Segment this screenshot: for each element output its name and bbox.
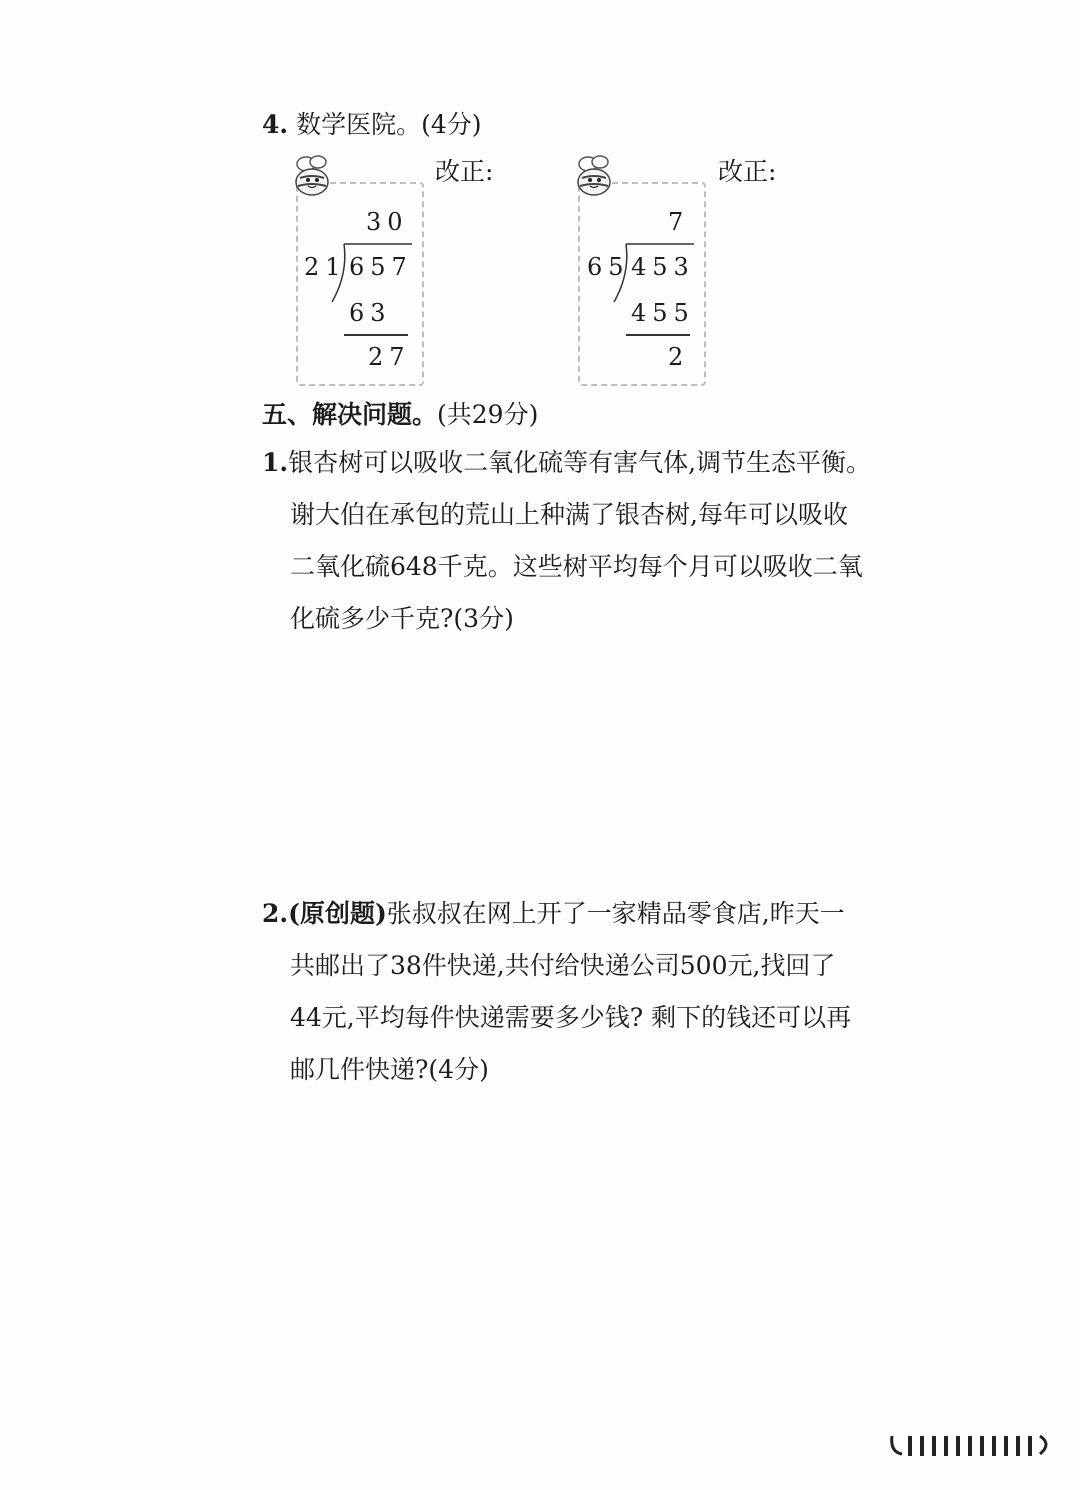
- quotient: 7: [668, 208, 690, 236]
- correction-label-1: 改正:: [435, 157, 494, 186]
- question-number: 4.: [262, 110, 289, 139]
- divisor: 65: [587, 253, 630, 281]
- problem-text: 银杏树可以吸收二氧化硫等有害气体,调节生态平衡。: [288, 448, 872, 477]
- problem-line: 谢大伯在承包的荒山上种满了银杏树,每年可以吸收: [290, 500, 848, 529]
- question-4-heading: [262, 110, 481, 140]
- problem-tag: (原创题): [288, 899, 387, 928]
- division-bracket: [326, 242, 416, 304]
- problem-line: 二氧化硫648千克。这些树平均每个月可以吸收二氧: [290, 552, 863, 581]
- problem-line: 44元,平均每件快递需要多少钱? 剩下的钱还可以再: [290, 1003, 852, 1032]
- grading-marks-icon: [888, 1430, 1058, 1460]
- remainder: 27: [368, 343, 411, 371]
- product: 63: [349, 299, 392, 327]
- bee-icon: [284, 150, 340, 200]
- question-title: 数学医院。(4分): [296, 110, 482, 139]
- problem-line: 邮几件快递?(4分): [290, 1055, 489, 1084]
- problem-1: [262, 437, 872, 657]
- dividend: 657: [349, 253, 413, 281]
- problem-line: 化硫多少千克?(3分): [290, 604, 514, 633]
- subtraction-line: [626, 334, 690, 336]
- bee-icon: [566, 150, 622, 200]
- correction-label-2: 改正:: [718, 157, 777, 186]
- problem-line: 共邮出了38件快递,共付给快递公司500元,找回了: [290, 951, 836, 980]
- remainder: 2: [668, 343, 690, 371]
- section-title: 五、解决问题。: [262, 400, 438, 429]
- dividend: 453: [631, 253, 695, 281]
- problem-line: [262, 437, 871, 489]
- problem-text: 张叔叔在网上开了一家精品零食店,昨天一: [386, 899, 845, 928]
- problem-line: [262, 888, 845, 940]
- subtraction-line: [344, 334, 408, 336]
- division-bracket: [608, 242, 698, 304]
- problem-2: [262, 888, 872, 1108]
- problem-number: 1.: [262, 448, 289, 477]
- section-points: (共29分): [437, 400, 539, 429]
- product: 455: [631, 299, 695, 327]
- section-5-heading: [262, 400, 538, 430]
- quotient: 30: [366, 208, 409, 236]
- problem-number: 2.: [262, 899, 289, 928]
- divisor: 21: [304, 253, 347, 281]
